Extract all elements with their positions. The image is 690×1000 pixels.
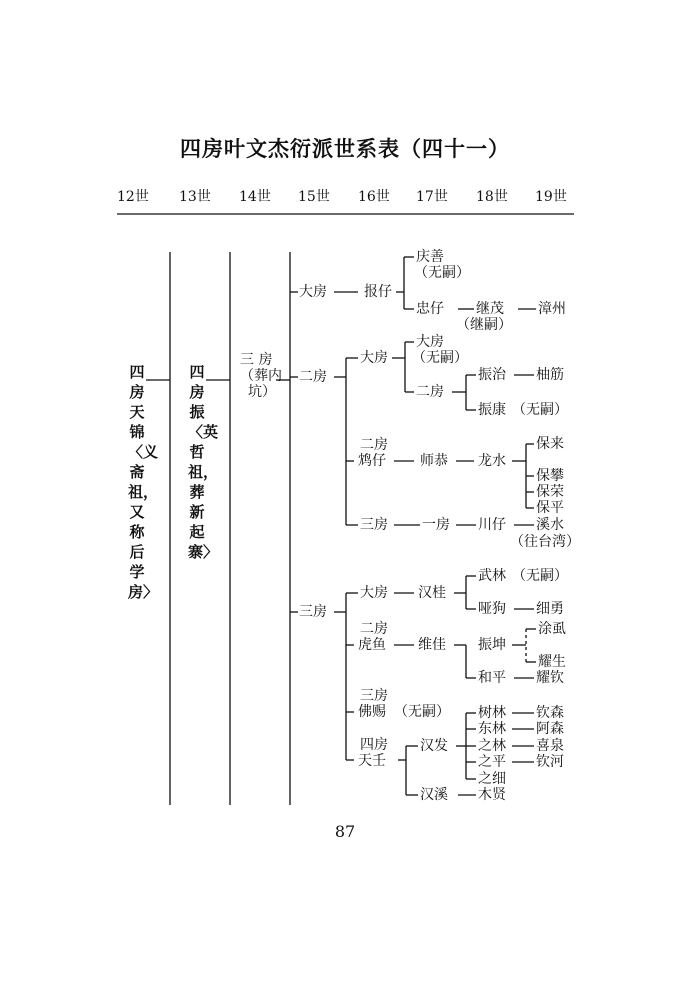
b3-xiyong: 细勇 [536, 601, 564, 617]
b3-yaoqin: 耀钦 [536, 670, 564, 686]
b2-erfang: 二房 [299, 369, 327, 385]
b2-xishui: 溪水 [536, 517, 564, 533]
b3-wulin: 武林 [478, 568, 506, 584]
gen14-note-a: （葬内 [240, 368, 282, 384]
b3-zhilin: 之林 [478, 738, 506, 754]
b3-s2-huyu: 虎鱼 [358, 637, 386, 653]
b2-zhenkang: 振康 [478, 402, 506, 418]
b3-qinsen: 钦森 [536, 705, 564, 721]
b3-donglin: 东林 [478, 721, 506, 737]
b1-qingshan: 庆善 [416, 249, 444, 265]
b3-zhiping: 之平 [478, 754, 506, 770]
b3-asen: 阿森 [536, 721, 564, 737]
b3-zhixi: 之细 [478, 771, 506, 787]
b1-zhongzai: 忠仔 [416, 301, 444, 317]
gen-16: 16世 [358, 189, 390, 205]
b3-s4-sifang: 四房 [360, 737, 388, 753]
gen-15: 15世 [298, 189, 330, 205]
b3-tushi: 涂虱 [538, 621, 566, 637]
gen-14: 14世 [239, 189, 271, 205]
b3-yaosheng: 耀生 [538, 654, 566, 670]
b2-zhenzhi: 振治 [478, 367, 506, 383]
b2-s1-c2: 二房 [416, 384, 444, 400]
b3-s2-erfang: 二房 [360, 621, 388, 637]
page-number: 87 [334, 822, 356, 841]
gen-13: 13世 [179, 189, 211, 205]
gen13-zhen: 四房振〈英哲祖，葬新起寨〉 [188, 363, 219, 561]
gen-19: 19世 [535, 189, 567, 205]
b2-s3-yifang: 一房 [422, 517, 450, 533]
b2-longshui: 龙水 [478, 453, 506, 469]
b2-shigong: 师恭 [420, 453, 448, 469]
b2-s1-c1: 大房 [416, 334, 444, 350]
b3-xiquan: 喜泉 [536, 738, 564, 754]
b3-heping: 和平 [478, 670, 506, 686]
b3-hangui: 汉桂 [418, 585, 446, 601]
b2-xishui-note: （往台湾） [510, 534, 580, 550]
b2-chuanzai: 川仔 [478, 517, 506, 533]
b3-sanfang: 三房 [299, 604, 327, 620]
gen-17: 17世 [416, 189, 448, 205]
b2-baorong: 保荣 [536, 484, 564, 500]
page-title: 四房叶文杰衍派世系表（四十一） [180, 137, 510, 161]
b2-s2-erfang: 二房 [360, 437, 388, 453]
b2-s2-zhenzai: 鸩仔 [358, 453, 386, 469]
b2-baopan: 保攀 [536, 468, 564, 484]
gen12-tianjin: 四房天锦〈义斋祖，又称后学房〉 [128, 363, 159, 601]
b2-s3-sanfang: 三房 [360, 517, 388, 533]
b3-s1-dafang: 大房 [360, 585, 388, 601]
gen14-note-b: 坑） [248, 384, 276, 400]
b3-hanxi: 汉溪 [420, 787, 448, 803]
b2-baoping: 保平 [536, 500, 564, 516]
b3-yagou: 哑狗 [478, 601, 506, 617]
b3-s3-sanfang: 三房 [360, 688, 388, 704]
b2-s1-c1-note: （无嗣） [412, 350, 468, 366]
b1-dafang: 大房 [299, 284, 327, 300]
b3-qinhe: 钦河 [536, 754, 564, 770]
b2-youjin: 柚筋 [536, 367, 564, 383]
b3-weijia: 维佳 [418, 637, 446, 653]
b3-shulin: 树林 [478, 705, 506, 721]
b3-wulin-note: （无嗣） [512, 568, 568, 584]
b3-muxian: 木贤 [478, 787, 506, 803]
gen-18: 18世 [476, 189, 508, 205]
b1-baozai: 报仔 [364, 284, 392, 300]
b3-s3-foci: 佛赐 [358, 704, 386, 720]
gen14-sanfang: 三 房 [240, 352, 273, 368]
b1-qingshan-note: （无嗣） [414, 265, 470, 281]
b2-zhenkang-note: （无嗣） [512, 402, 568, 418]
b1-zhangzhou: 漳州 [538, 301, 566, 317]
b2-s1-dafang: 大房 [360, 350, 388, 366]
b1-jimao: 继茂 [476, 301, 504, 317]
b1-jimao-note: （继嗣） [456, 317, 512, 333]
gen-12: 12世 [117, 189, 149, 205]
b3-zhenkun: 振坤 [478, 637, 506, 653]
b3-s4-tianren: 天壬 [358, 753, 386, 769]
b3-hanfa: 汉发 [420, 738, 448, 754]
b3-s3-note: （无嗣） [394, 704, 450, 720]
b2-baolai: 保来 [536, 436, 564, 452]
